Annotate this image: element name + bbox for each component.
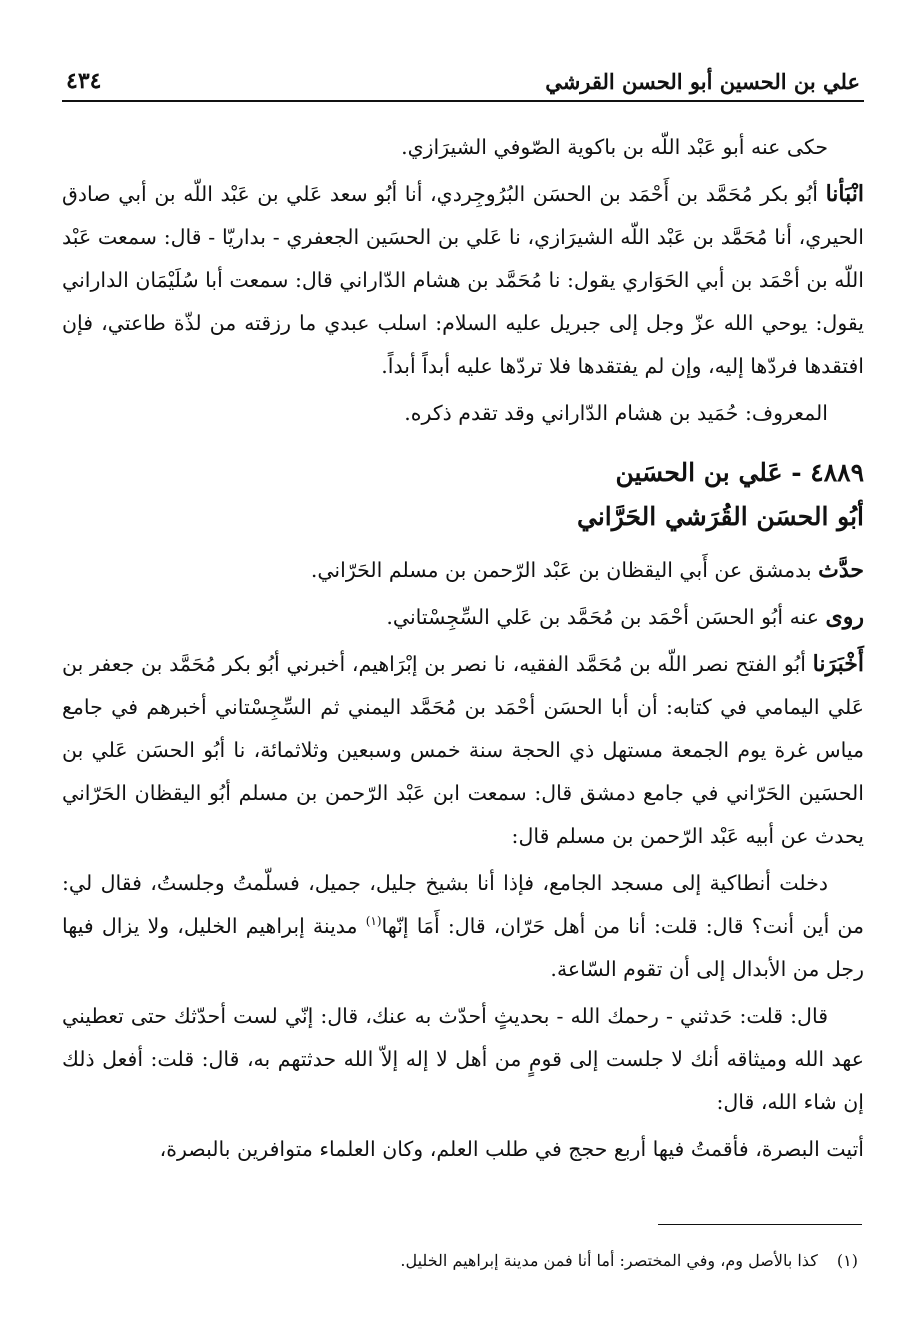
paragraph-keyword: حدَّث [818,557,864,583]
paragraph-text: أبُو بكر مُحَمَّد بن أَحْمَد بن الحسَن البُرُوجِردي، أنا أبُو سعد عَلي بن عَبْد اللّه بن أبي صادق الحيري، أنا مُحَمَّد بن عَبْد اللّه الشيرَازي، نا عَلي بن الحسَين الجعفري - بداريّا - قال: سمعت عَبْد اللّه بن أحْمَد بن أبي الحَوَاري يقول: نا مُحَمَّد بن هشام الدّاراني قال: سمعت أبا سُلَيْمَان الداراني يقول: يوحي الله عزّ وجل إلى جبريل عليه السلام: اسلب عبدي ما رزقته من لذّة طاعتي، فإن افتقدها فردّها إليه، وإن لم يفتقدها فلا تردّها عليه أبداً أبداً. [62,182,864,378]
story-paragraph-1 [62,862,864,991]
paragraph-text: عنه أبُو الحسَن أحْمَد بن مُحَمَّد بن عَلي السِّجِسْتاني. [386,605,819,629]
running-header [62,58,864,102]
entry-title: ٤٨٨٩ - عَلي بن الحسَين [615,458,864,487]
story-paragraph-2 [62,995,864,1124]
running-title: علي بن الحسين أبو الحسن القرشي [545,69,860,94]
paragraph-text: قال: قلت: حَدثني - رحمك الله - بحديثٍ أحدّث به عنك، قال: إنّي لست أحدّثك حتى تعطيني عهد الله وميثاقه أنك لا جلست إلى قومٍ من أهل لا إله إلاّ الله حدثتهم به، قال: قلت: أفعل ذلك إن شاء الله، قال: [62,1004,864,1114]
paragraph-keyword: أَخْبَرَنا [812,651,864,677]
paragraph-keyword: انْبَأنا [825,181,864,207]
paragraph-text: أبُو الفتح نصر اللّه بن مُحَمَّد الفقيه، نا نصر بن إبْرَاهيم، أخبرني أبُو بكر مُحَمَّد بن جعفر بن عَلي اليمامي في كتابه: أن أبا الحسَن أحْمَد بن مُحَمَّد اليمني ثم السِّجِسْتاني أخبرهم في جامع مياس غرة يوم الجمعة مستهل ذي الحجة سنة خمس وسبعين وثلاثمائة، نا أبُو الحسَن عَلي بن الحسَين الحَرّاني في جامع دمشق قال: سمعت ابن عَبْد الرّحمن بن مسلم أبُو اليقظان الحَرّاني يحدث عن أبيه عَبْد الرّحمن بن مسلم قال: [62,652,864,848]
page-number: ٤٣٤ [66,68,102,94]
footnote-number: (١) [836,1251,858,1270]
entry-subtitle: أبُو الحسَن القُرَشي الحَرَّاني [577,502,864,531]
paragraph-rawa [62,596,864,639]
paragraph-text: أتيت البصرة، فأقمتُ فيها أربع حجج في طلب العلم، وكان العلماء متوافرين بالبصرة، [159,1137,864,1161]
paragraph-text: حكى عنه أبو عَبْد اللّه بن باكوية الصّوفي الشيرَازي. [401,135,828,159]
footnote-divider [658,1224,862,1225]
paragraph-keyword: روى [825,604,864,630]
footnote [400,1246,858,1276]
book-page [62,58,864,1171]
paragraph-akhbarana [62,643,864,858]
paragraph-isnad [62,173,864,388]
paragraph-text: دخلت أنطاكية إلى مسجد الجامع، فإذا أنا بشيخ جليل، جميل، فسلّمتُ وجلستُ، فقال لي: من أين أنت؟ قال: قلت: أنا من أهل حَرّان، قال: أَمَا إنّها [62,871,865,938]
paragraph-text-continued: مدينة إبراهيم الخليل، ولا يزال فيها رجل من الأبدال إلى أن تقوم السّاعة. [62,914,864,981]
story-paragraph-3 [62,1128,864,1171]
paragraph-text: بدمشق عن أَبي اليقظان بن عَبْد الرّحمن بن مسلم الحَرّاني. [310,558,812,582]
paragraph-text: المعروف: حُمَيد بن هشام الدّاراني وقد تقدم ذكره. [404,401,828,425]
main-text [62,126,864,1171]
entry-heading [62,451,864,539]
paragraph-haddath [62,549,864,592]
paragraph-intro [62,126,864,169]
footnote-text: كذا بالأصل وم، وفي المختصر: أما أنا فمن مدينة إبراهيم الخليل. [400,1251,818,1270]
footnote-reference[interactable]: (١) [365,914,382,929]
paragraph-note [62,392,864,435]
